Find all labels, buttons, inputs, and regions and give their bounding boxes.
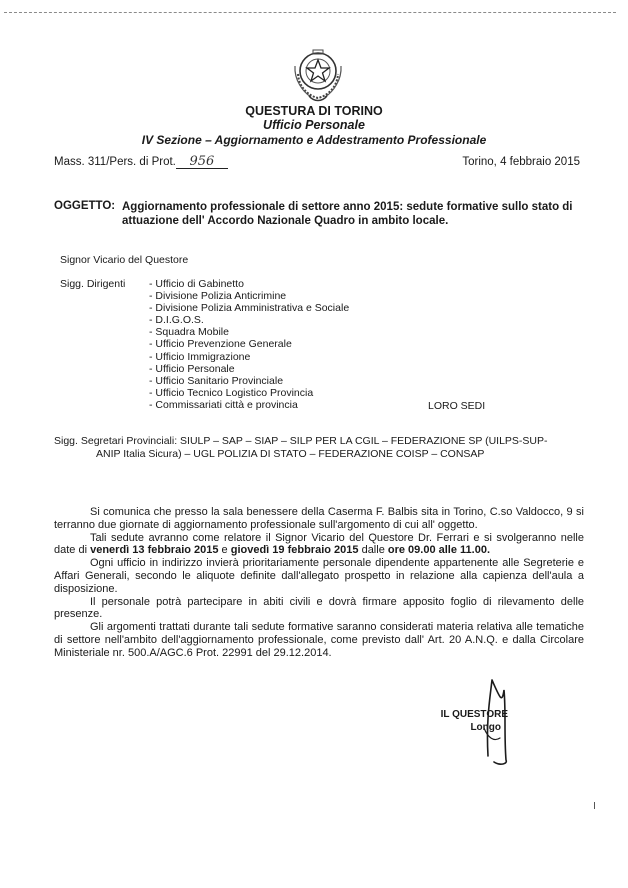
list-item: - Ufficio Personale — [149, 362, 235, 375]
segretari-line-2: ANIP Italia Sicura) – UGL POLIZIA DI STATO – FEDERAZIONE COISP – CONSAP — [96, 448, 485, 460]
paragraph: Il personale potrà partecipare in abiti civili e dovrà firmare apposito foglio di rilevamento delle presenze. — [54, 595, 584, 621]
paragraph: Gli argomenti trattati durante tali sedute formative saranno considerati materia relativa alle tematiche di settore nell'ambito dell'aggiornamento professionale, come previsto dall' Art. 20 A.N.Q. e dalla Circolare Ministeriale nr. 500.A/AGC.6 Prot. 22991 del 29.12.2014. — [54, 621, 584, 659]
paragraph-text: e — [218, 544, 231, 557]
list-item: - D.I.G.O.S. — [149, 314, 204, 327]
page-mark — [594, 802, 595, 809]
date-1: venerdì 13 febbraio 2015 — [90, 544, 219, 557]
protocol-line — [54, 156, 228, 169]
place-date: Torino, 4 febbraio 2015 — [462, 156, 580, 168]
recipient-vicario: Signor Vicario del Questore — [60, 254, 189, 266]
subject-label: OGGETTO: — [54, 200, 116, 212]
paragraph-text: Tali sedute avranno come relatore il Signor Vicario del Questore Dr. Ferrari e si svolgeranno nelle date di — [54, 531, 584, 557]
section-title: IV Sezione – Aggiornamento e Addestramento Professionale — [141, 133, 487, 147]
subject-text: Aggiornamento professionale di settore anno 2015: sedute formative sullo stato di attuazione dell' Accordo Nazionale Quadro in ambito locale. — [122, 201, 573, 227]
handwritten-signature-icon — [448, 668, 528, 768]
list-item: - Ufficio Sanitario Provinciale — [149, 374, 284, 387]
top-border-line — [4, 12, 616, 13]
paragraph: Si comunica che presso la sala benessere della Caserma F. Balbis sita in Torino, C.so Valdocco, 9 si terranno due giornate di aggiornamento professionale sull'argomento di cui all' oggetto. — [54, 506, 584, 531]
office-title: QUESTURA DI TORINO — [245, 104, 383, 118]
unit-title: Ufficio Personale — [263, 118, 365, 132]
list-item: - Ufficio di Gabinetto — [149, 278, 244, 290]
time-range: ore 09.00 alle 11.00. — [387, 544, 491, 557]
dirigenti-label: Sigg. Dirigenti — [60, 278, 126, 290]
paragraph: Ogni ufficio in indirizzo invierà prioritariamente personale dipendente appartenente alle Segreterie e Affari Generali, secondo le aliquote definite dall'allegato prospetto in relazione alla capienza dell'aula a disposizione. — [54, 557, 584, 595]
segretari-line-1: Sigg. Segretari Provinciali: SIULP – SAP – SIAP – SILP PER LA CGIL – FEDERAZIONE SP (UILPS-SUP- — [54, 435, 548, 447]
date-2: giovedì 19 febbraio 2015 — [230, 544, 359, 557]
protocol-number: 956 — [176, 156, 228, 169]
list-item: - Commissariati città e provincia — [149, 398, 298, 411]
emblem-icon — [289, 44, 347, 104]
list-item: - Squadra Mobile — [149, 326, 229, 339]
list-item: - Ufficio Tecnico Logistico Provincia — [149, 386, 314, 399]
signature-title: IL QUESTORE — [440, 709, 508, 720]
protocol-label: Mass. 311/Pers. di Prot. — [54, 156, 176, 168]
signature-name: Longo — [470, 722, 501, 733]
list-item: - Ufficio Prevenzione Generale — [149, 338, 292, 351]
list-item: - Divisione Polizia Amministrativa e Sociale — [149, 302, 350, 315]
list-item: - Ufficio Immigrazione — [149, 350, 251, 363]
letter-body — [54, 506, 584, 660]
dirigenti-list — [149, 278, 349, 411]
paragraph — [54, 532, 584, 558]
loro-sedi: LORO SEDI — [428, 400, 486, 412]
list-item: - Divisione Polizia Anticrimine — [149, 290, 287, 303]
paragraph-text: dalle — [358, 544, 388, 557]
subject-block — [54, 200, 579, 228]
segretari-block — [54, 435, 582, 461]
